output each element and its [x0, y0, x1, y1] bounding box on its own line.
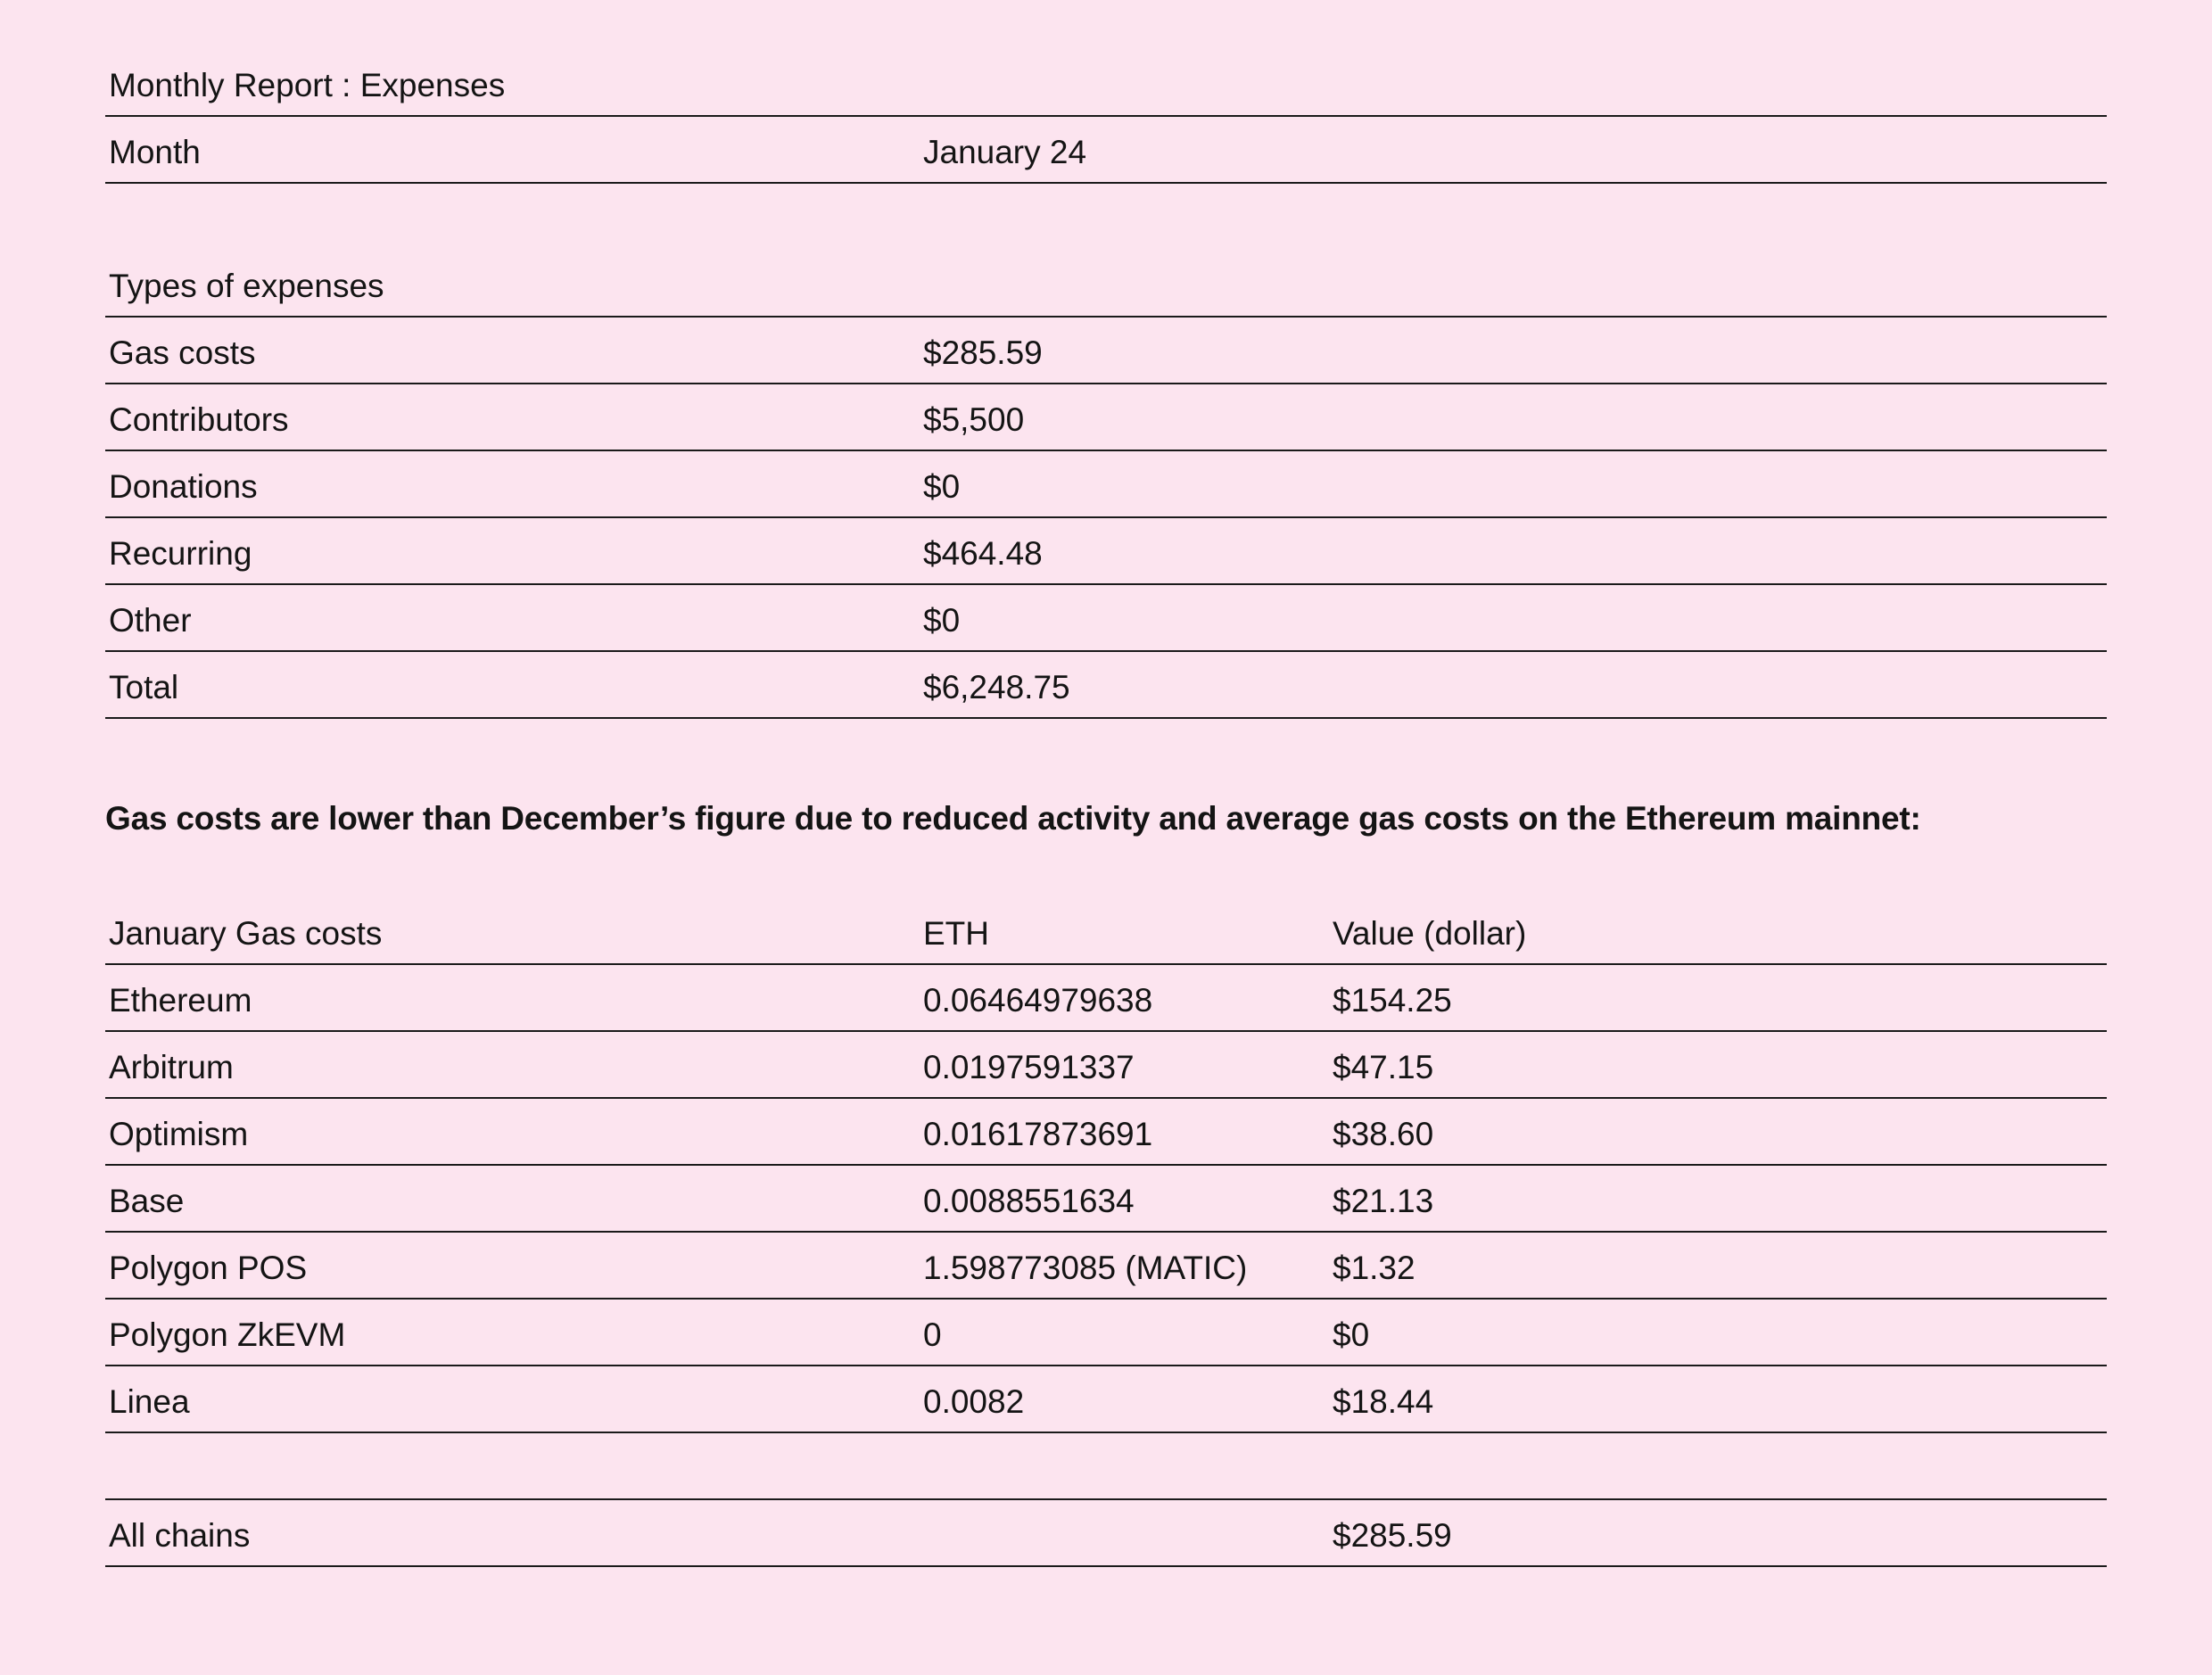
chain-value: $18.44	[1333, 1383, 1434, 1420]
expense-value: $0	[923, 468, 961, 505]
month-label: Month	[109, 134, 201, 170]
month-value: January 24	[923, 134, 1087, 170]
chain-value: $38.60	[1333, 1116, 1434, 1152]
chain-name: Ethereum	[109, 982, 252, 1019]
table-row	[105, 1366, 2107, 1433]
expense-label: Donations	[109, 468, 258, 505]
chain-eth: 0.0088551634	[923, 1183, 1135, 1219]
column-header: Value (dollar)	[1333, 915, 1527, 952]
report-title-row	[105, 50, 2107, 117]
table-divider	[105, 1433, 2107, 1500]
expense-value: $5,500	[923, 401, 1025, 438]
all-chains-value: $285.59	[1333, 1517, 1452, 1554]
table-row	[105, 1233, 2107, 1300]
chain-value: $21.13	[1333, 1183, 1434, 1219]
report-header-table	[105, 50, 2107, 184]
table-row	[105, 451, 2107, 518]
table-row	[105, 384, 2107, 451]
expenses-heading: Types of expenses	[109, 268, 384, 304]
expense-value: $285.59	[923, 334, 1043, 371]
expense-label: Recurring	[109, 535, 252, 572]
expense-value: $464.48	[923, 535, 1043, 572]
expenses-heading-row	[105, 251, 2107, 318]
chain-value: $154.25	[1333, 982, 1452, 1019]
table-row	[105, 1099, 2107, 1166]
chain-name: Polygon POS	[109, 1250, 308, 1286]
table-row	[105, 1032, 2107, 1099]
table-row	[105, 518, 2107, 585]
chain-name: Optimism	[109, 1116, 249, 1152]
expense-label: Contributors	[109, 401, 289, 438]
gas-note: Gas costs are lower than December’s figure due to reduced activity and average gas costs on the Ethereum mainnet:	[105, 800, 1921, 837]
chain-value: $1.32	[1333, 1250, 1416, 1286]
table-row	[105, 1166, 2107, 1233]
table-row	[105, 585, 2107, 652]
all-chains-label: All chains	[109, 1517, 251, 1554]
report-title: Monthly Report : Expenses	[109, 67, 506, 103]
total-row	[105, 652, 2107, 719]
chain-eth: 0.0082	[923, 1383, 1025, 1420]
gas-costs-table	[105, 898, 2107, 1567]
table-row	[105, 1300, 2107, 1366]
all-chains-row	[105, 1500, 2107, 1567]
table-row	[105, 965, 2107, 1032]
chain-value: $47.15	[1333, 1049, 1434, 1085]
expense-value: $0	[923, 602, 961, 639]
chain-name: Base	[109, 1183, 185, 1219]
expense-value: $6,248.75	[923, 669, 1070, 705]
chain-value: $0	[1333, 1316, 1370, 1353]
chain-eth: 0.01617873691	[923, 1116, 1153, 1152]
chain-name: Polygon ZkEVM	[109, 1316, 346, 1353]
column-header: ETH	[923, 915, 989, 952]
chain-eth: 1.598773085 (MATIC)	[923, 1250, 1248, 1286]
expense-label: Gas costs	[109, 334, 256, 371]
chain-name: Linea	[109, 1383, 190, 1420]
gas-header-row	[105, 898, 2107, 965]
expense-label: Other	[109, 602, 192, 639]
column-header: January Gas costs	[109, 915, 383, 952]
table-row	[105, 318, 2107, 384]
expense-label: Total	[109, 669, 179, 705]
expenses-table	[105, 251, 2107, 719]
month-row	[105, 117, 2107, 184]
chain-name: Arbitrum	[109, 1049, 234, 1085]
chain-eth: 0.0197591337	[923, 1049, 1135, 1085]
chain-eth: 0.06464979638	[923, 982, 1153, 1019]
chain-eth: 0	[923, 1316, 942, 1353]
